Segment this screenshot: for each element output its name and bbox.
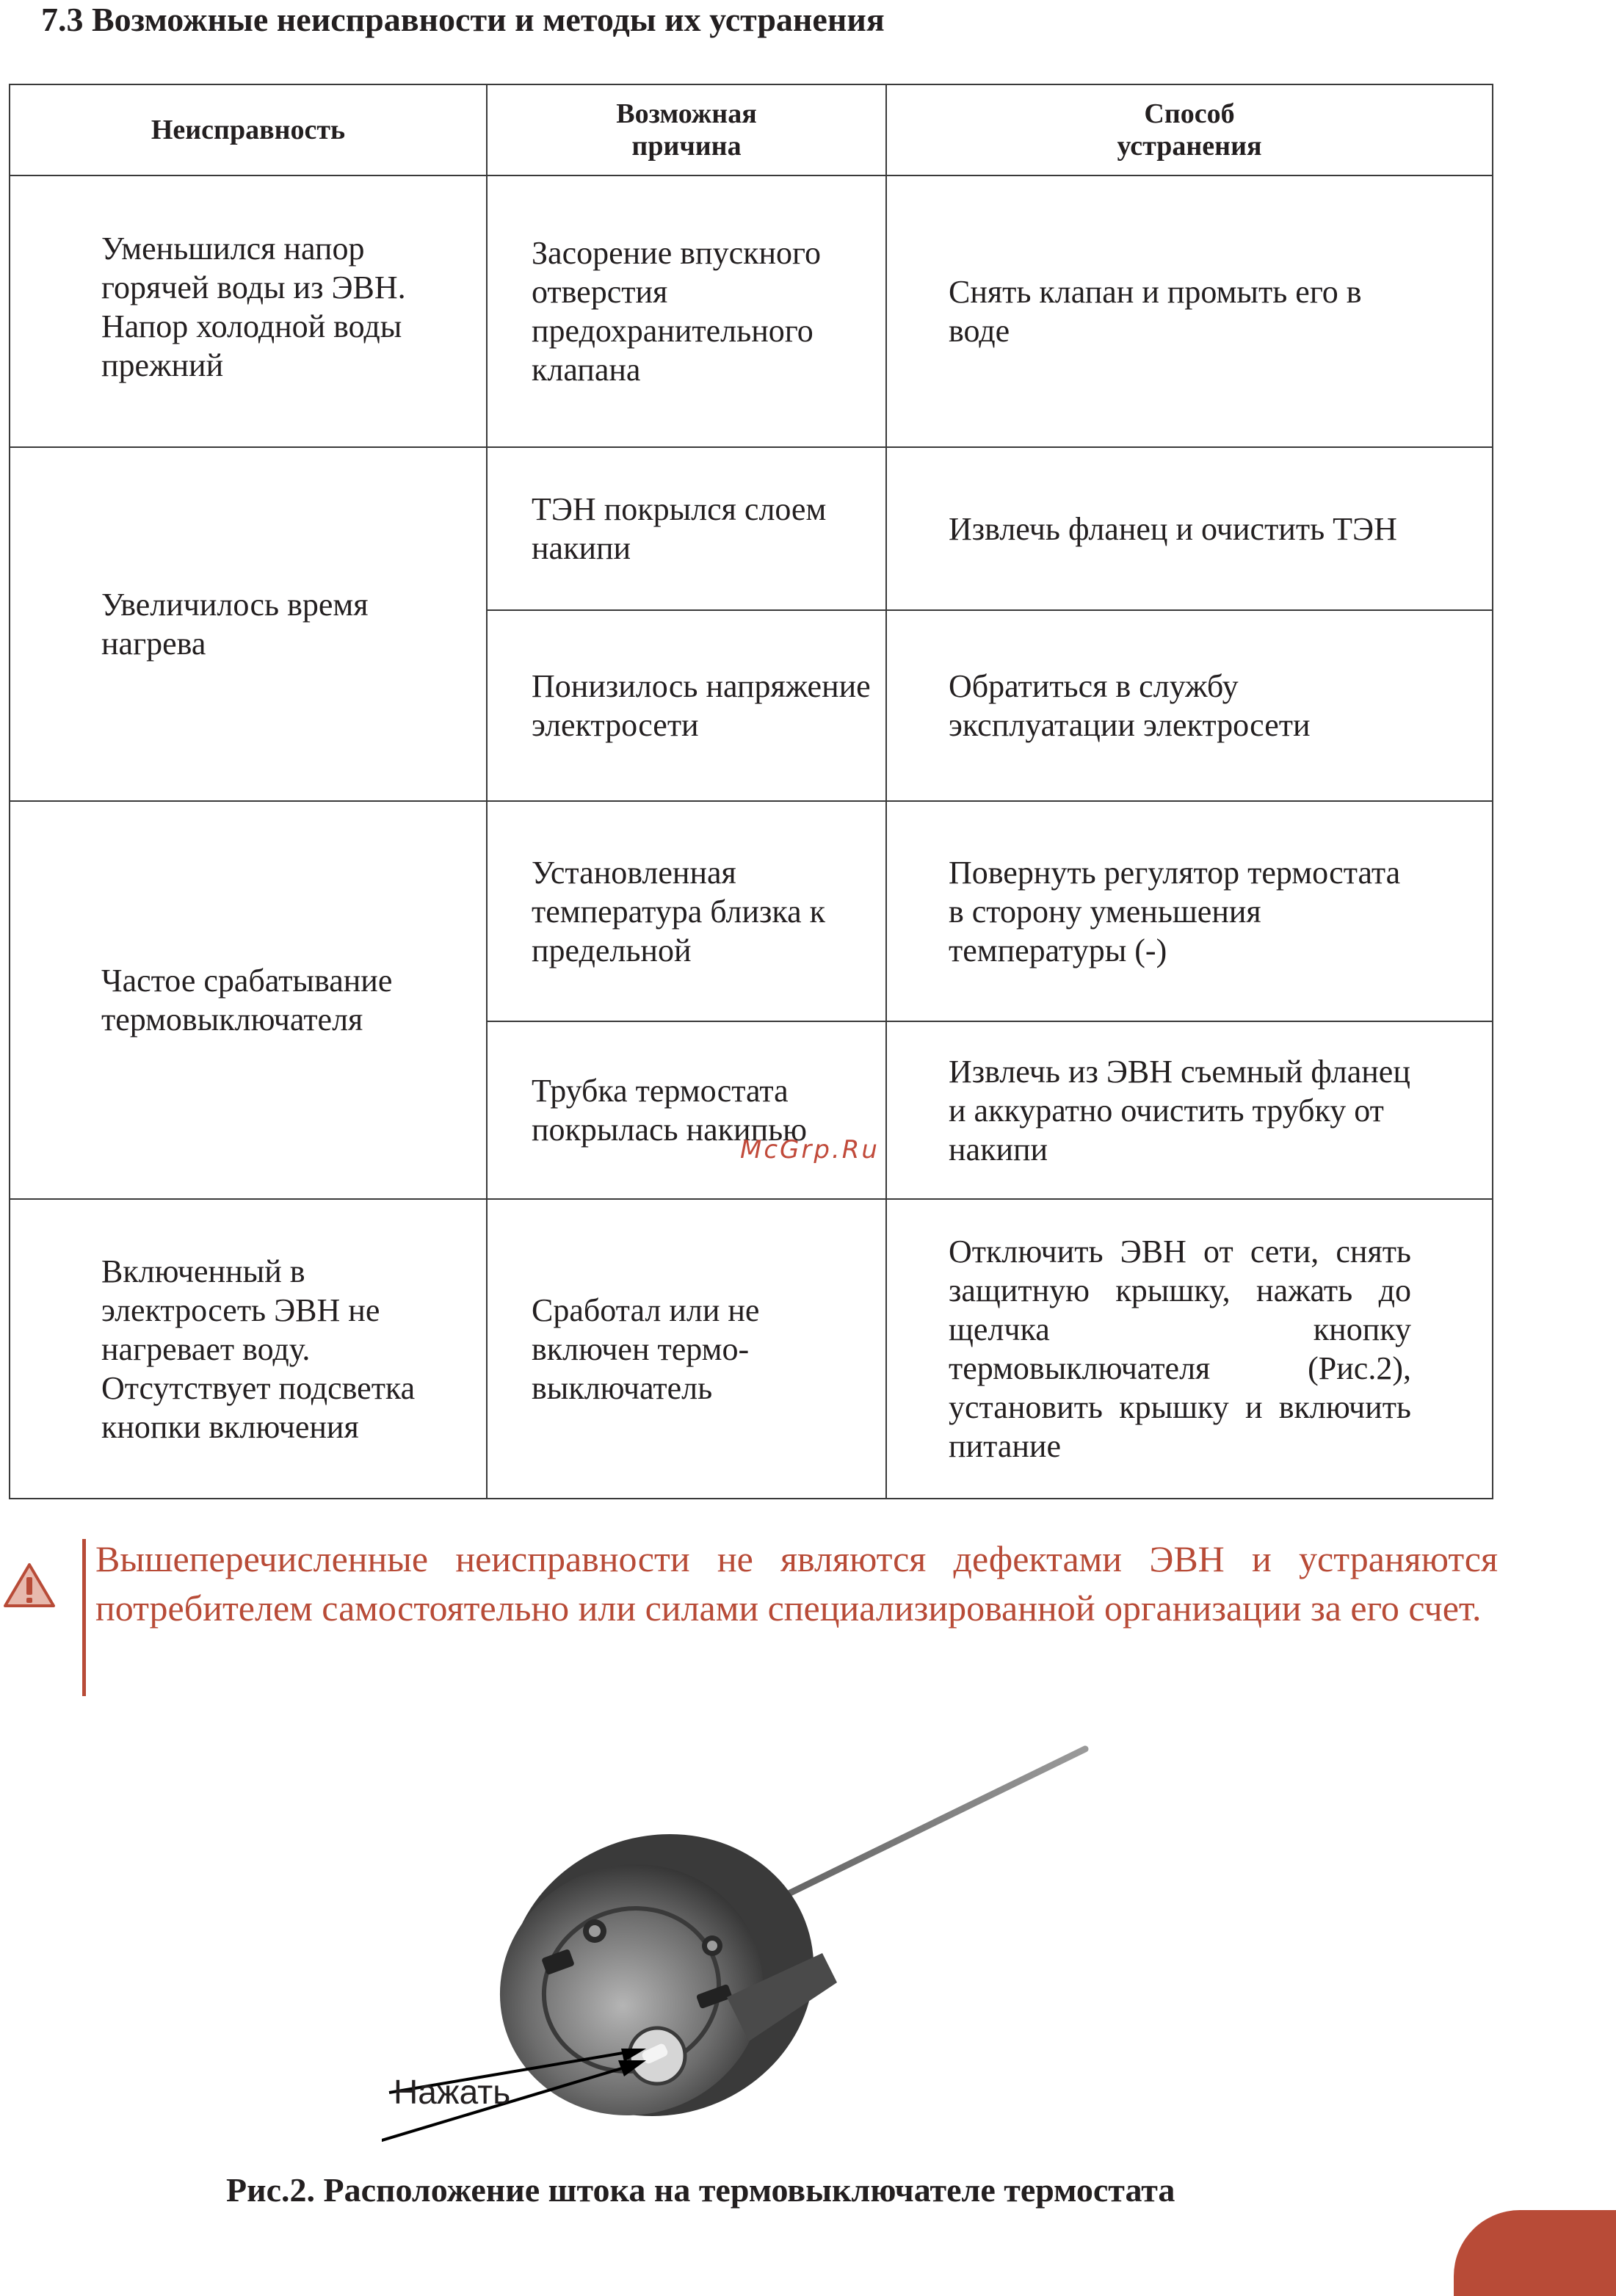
remedy-cell: Обратиться в службу эксплуатации электросети	[886, 610, 1493, 801]
header-fault: Неисправность	[10, 84, 487, 175]
cause-cell: Понизилось напряжение электросети	[487, 610, 886, 801]
table-row	[10, 447, 1493, 610]
table-row	[10, 1199, 1493, 1499]
figure-caption: Рис.2. Расположение штока на термовыключателе термостата	[226, 2171, 1175, 2209]
remedy-cell: Извлечь фланец и очистить ТЭН	[886, 447, 1493, 610]
warning-text: Вышеперечисленные неисправности не являются дефектами ЭВН и устраняются потребителем самостоятельно или силами специализированной организации за его счет.	[95, 1538, 1498, 1629]
press-label: Нажать	[394, 2073, 511, 2111]
faults-table	[9, 84, 1493, 1499]
header-remedy-label: Способ устранения	[1117, 98, 1262, 162]
table-row	[10, 175, 1493, 447]
fault-cell: Частое срабатывание термовыключателя	[10, 801, 487, 1199]
fault-cell: Увеличилось время нагрева	[10, 447, 487, 801]
cause-cell: Засорение впускного отверстия предохранительного клапана	[487, 175, 886, 447]
remedy-cell: Снять клапан и промыть его в воде	[886, 175, 1493, 447]
header-remedy	[886, 84, 1493, 175]
header-cause-label: Возможная причина	[616, 98, 757, 162]
cause-cell: ТЭН покрылся слоем накипи	[487, 447, 886, 610]
fault-cell: Уменьшился напор горячей воды из ЭВН. Напор холодной воды прежний	[10, 175, 487, 447]
warning-triangle-icon	[3, 1562, 56, 1608]
cause-cell: Установленная температура близка к предельной	[487, 801, 886, 1021]
remedy-cell: Повернуть регулятор термостата в сторону уменьшения температуры (-)	[886, 801, 1493, 1021]
cause-cell: Трубка термостата покрылась накипью	[487, 1021, 886, 1199]
remedy-cell: Отключить ЭВН от сети, снять защитную крышку, нажать до щелчка кнопку термовыключателя (Рис.2), установить крышку и включить питание	[886, 1199, 1493, 1499]
remedy-cell: Извлечь из ЭВН съемный фланец и аккуратно очистить трубку от накипи	[886, 1021, 1493, 1199]
section-title: 7.3 Возможные неисправности и методы их устранения	[41, 1, 885, 38]
page-corner-tab	[1454, 2210, 1616, 2296]
header-cause	[487, 84, 886, 175]
fault-cell: Включенный в электросеть ЭВН не нагревает воду. Отсутствует подсветка кнопки включения	[10, 1199, 487, 1499]
table-row	[10, 801, 1493, 1021]
watermark: McGrp.Ru	[740, 1135, 880, 1165]
warning-bar	[82, 1539, 86, 1696]
cause-cell: Сработал или не включен термо-выключатель	[487, 1199, 886, 1499]
table-header-row	[10, 84, 1493, 175]
arrow-head-icon	[621, 2049, 646, 2062]
